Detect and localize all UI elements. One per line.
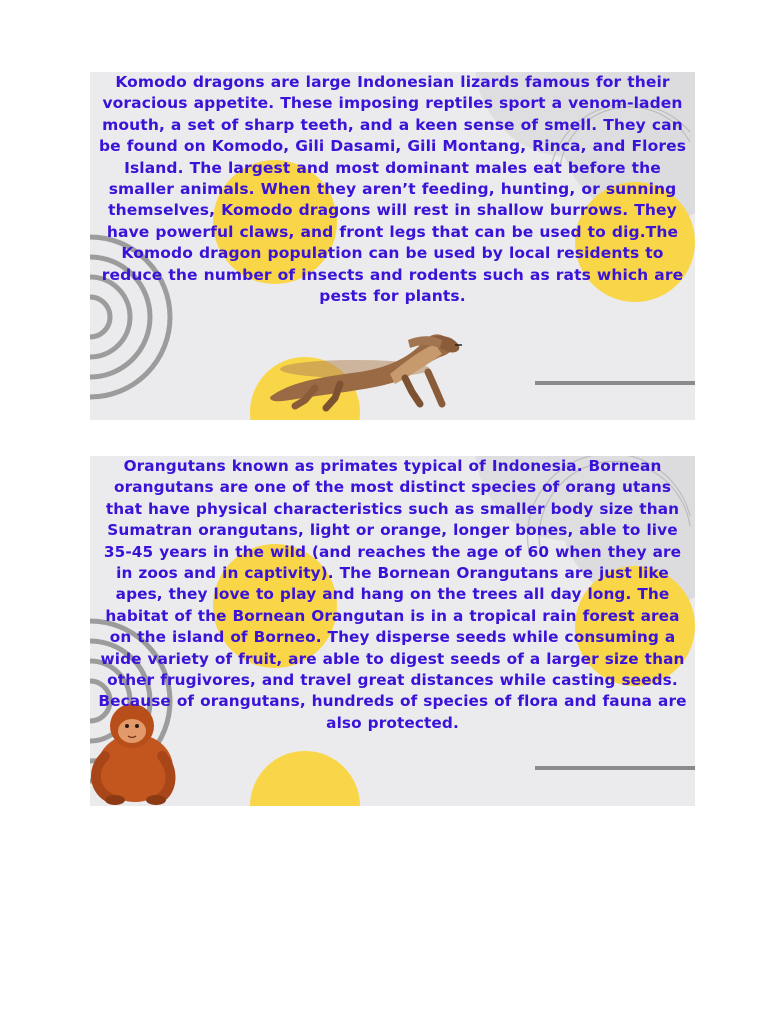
orangutan-description: Orangutans known as primates typical of Indonesia. Bornean orangutans are one of the most distinct species of orang utans that have physical characteristics such as smaller body size than Sumatran orangutans, light or orange, longer bones, able to live 35-45 years in the wild (and reaches the age of 60 when they are in zoos and in captivity). The Bornean Orangutans are just like apes, they love to play and hang on the trees all day long. The habitat of the Bornean Orangutan is in a tropical rain forest area on the island of Borneo. They disperse seeds while consuming a wide variety of fruit, are able to digest seeds of a larger size than other frugivores, and travel great distances while casting seeds. Because of orangutans, hundreds of species of flora and fauna are also protected. xyxy=(98,457,687,732)
komodo-card xyxy=(90,72,695,420)
komodo-dragon-icon xyxy=(270,334,462,408)
komodo-description: Komodo dragons are large Indonesian lizards famous for their voracious appetite. These imposing reptiles sport a venom-laden mouth, a set of sharp teeth, and a keen sense of smell. They can be found on Komodo, Gili Dasami, Gili Montang, Rinca, and Flores Island. The largest and most dominant males eat before the smaller animals. When they aren’t feeding, hunting, or sunning themselves, Komodo dragons will rest in shallow burrows. They have powerful claws, and front legs that can be used to dig.The Komodo dragon population can be used by local residents to reduce the number of insects and rodents such as rats which are pests for plants. xyxy=(98,73,687,306)
orangutan-card xyxy=(90,456,695,806)
